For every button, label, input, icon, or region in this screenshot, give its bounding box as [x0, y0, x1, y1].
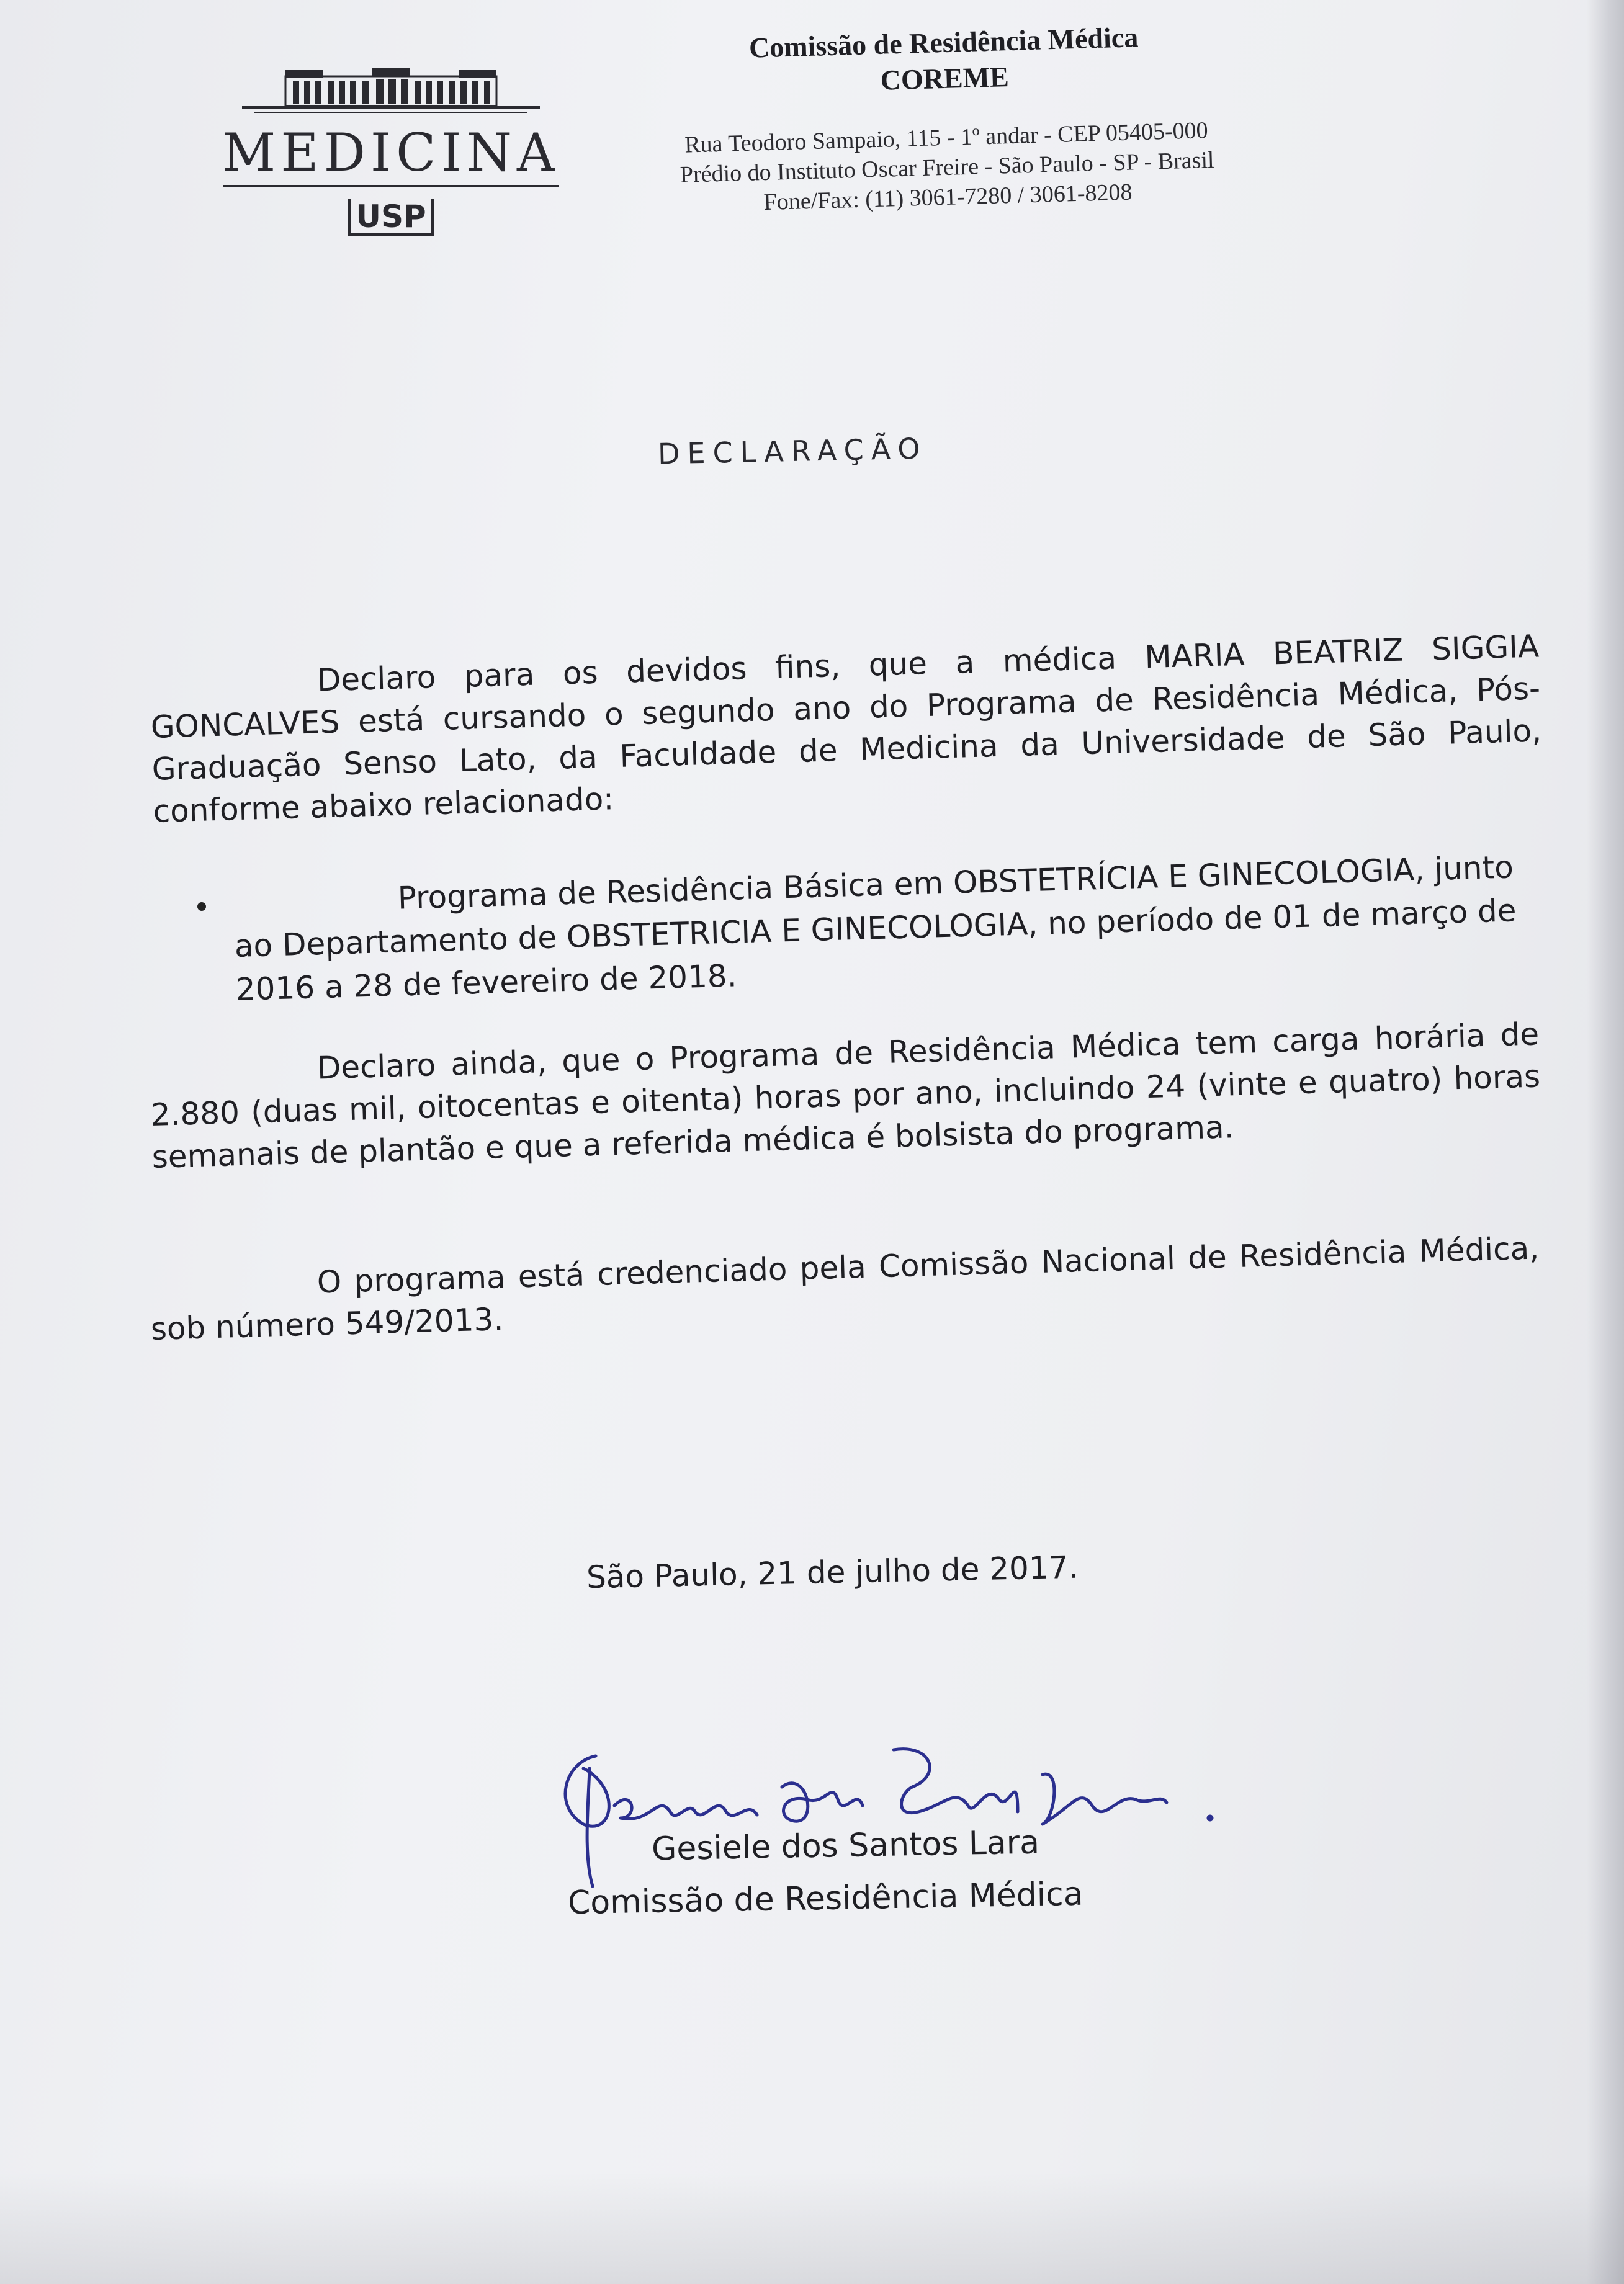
- place-and-date: São Paulo, 21 de julho de 2017.: [586, 1549, 1079, 1596]
- address-line: Prédio do Instituto Oscar Freire - São Paulo - SP - Brasil: [680, 146, 1215, 188]
- paragraph-accreditation: [149, 1227, 1541, 1350]
- signatory-name: Gesiele dos Santos Lara: [651, 1824, 1040, 1868]
- paragraph-text: O programa está credenciado pela Comissão Nacional de Residência Médica, sob número 549/2013.: [150, 1230, 1540, 1347]
- address-block: [611, 114, 1283, 222]
- committee-acronym: COREME: [880, 61, 1010, 96]
- letterhead-header: [608, 16, 1283, 222]
- document-heading: DECLARAÇÃO: [657, 431, 928, 471]
- page-edge: [1587, 0, 1624, 2284]
- usp-logo-mark: USP: [348, 199, 434, 236]
- address-line: Fone/Fax: (11) 3061-7280 / 3061-8208: [763, 179, 1133, 216]
- paragraph-indent: [150, 691, 317, 696]
- address-line: Rua Teodoro Sampaio, 115 - 1º andar - CEP 05405-000: [684, 117, 1209, 158]
- program-bullet-item: [233, 845, 1520, 1011]
- bullet-icon: [197, 902, 206, 911]
- bullet-text: Programa de Residência Básica em OBSTETRÍCIA E GINECOLOGIA, junto ao Departamento de OBSTETRICIA E GINECOLOGIA, no período de 01 de março de 2016 a 28 de fevereiro de 2018.: [234, 849, 1517, 1008]
- paragraph-workload: [149, 1013, 1542, 1178]
- paragraph-indent: [150, 1078, 317, 1083]
- signatory-role: Comissão de Residência Médica: [567, 1875, 1084, 1922]
- medicina-usp-logo: [217, 65, 565, 245]
- logo-divider: [217, 183, 565, 189]
- paragraph-text: Declaro para os devidos fins, que a médica MARIA BEATRIZ SIGGIA GONCALVES está cursando o segundo ano do Programa de Residência Médica, Pós-Graduação Senso Lato, da Faculdade de Medicina da Universidade de São Paulo, conforme abaixo relacionado:: [150, 628, 1542, 830]
- paragraph-declaration: [149, 625, 1543, 832]
- bullet-indent: [233, 909, 398, 913]
- paragraph-text: Declaro ainda, que o Programa de Residência Médica tem carga horária de 2.880 (duas mil, oitocentas e oitenta) horas por ano, incluindo 24 (vinte e quatro) horas semanais de plantão e que a referida médica é bolsista do programa.: [150, 1016, 1541, 1175]
- bottom-shadow: [0, 2172, 1624, 2284]
- committee-title: Comissão de Residência Médica: [748, 21, 1139, 64]
- building-icon: [217, 65, 565, 127]
- handwritten-signature: [546, 1731, 1229, 1892]
- logo-text: MEDICINA: [222, 122, 560, 183]
- paragraph-indent: [150, 1292, 317, 1297]
